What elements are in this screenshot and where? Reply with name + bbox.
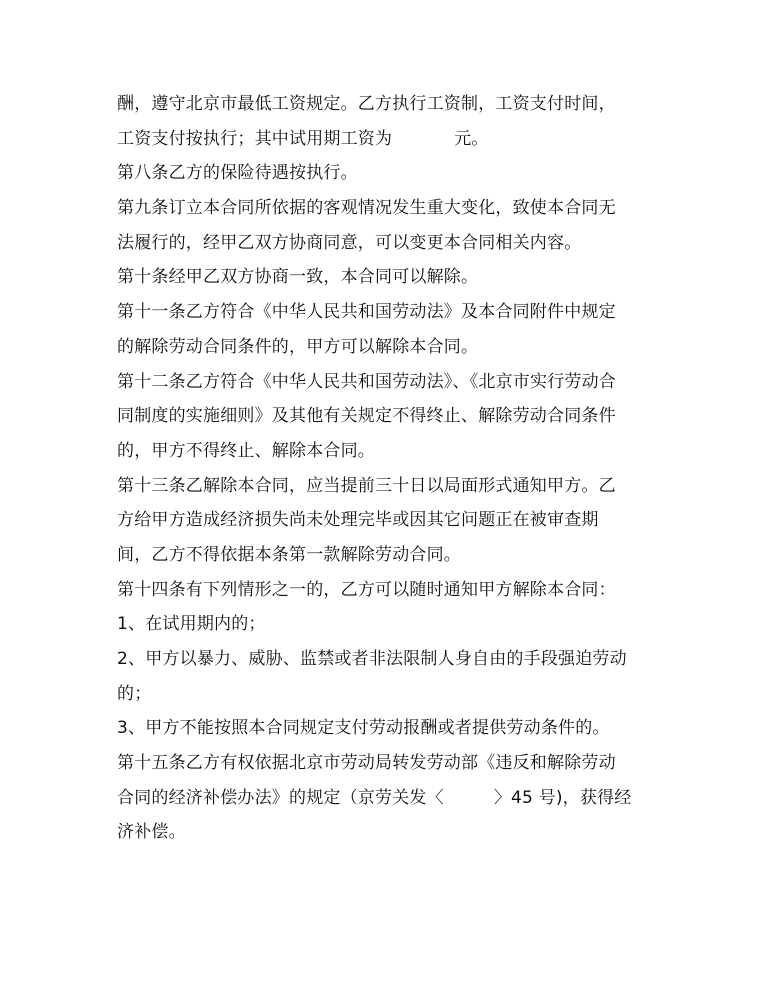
text-run: 1、在试用期内的；	[117, 614, 266, 635]
text-line	[117, 573, 657, 608]
text-line	[117, 295, 657, 330]
text-run: 工资支付按执行；其中试用期工资为	[117, 128, 393, 149]
text-run: 的解除劳动合同条件的，甲方可以解除本合同。	[117, 336, 479, 357]
text-run: 合同的经济补偿办法》的规定（京劳关发〈	[117, 787, 444, 808]
text-run: 间，乙方不得依据本条第一款解除劳动合同。	[117, 544, 461, 565]
text-line	[117, 607, 657, 642]
text-line	[117, 781, 657, 816]
text-run: 的，甲方不得终止、解除本合同。	[117, 440, 375, 461]
text-line	[117, 87, 657, 122]
text-line	[117, 226, 657, 261]
text-line	[117, 122, 657, 157]
text-line	[117, 469, 657, 504]
text-line	[117, 815, 657, 850]
text-run: 济补偿。	[117, 822, 186, 843]
text-line	[117, 399, 657, 434]
text-line	[117, 711, 657, 746]
text-run: 第十一条乙方符合《中华人民共和国劳动法》及本合同附件中规定	[117, 302, 616, 323]
text-line	[117, 330, 657, 365]
text-run: 〉45 号)，获得经	[493, 787, 632, 808]
text-run: 的；	[117, 683, 152, 704]
text-line	[117, 503, 657, 538]
document-body	[117, 87, 657, 850]
text-line	[117, 538, 657, 573]
text-line	[117, 260, 657, 295]
text-run: 同制度的实施细则》及其他有关规定不得终止、解除劳动合同条件	[117, 406, 616, 427]
text-run: 第十三条乙解除本合同，应当提前三十日以局面形式通知甲方。乙	[117, 475, 616, 496]
text-run: 3、甲方不能按照本合同规定支付劳动报酬或者提供劳动条件的。	[117, 718, 610, 739]
text-run: 第八条乙方的保险待遇按执行。	[117, 163, 358, 184]
text-run: 第十五条乙方有权依据北京市劳动局转发劳动部《违反和解除劳动	[117, 753, 616, 774]
text-run: 第九条订立本合同所依据的客观情况发生重大变化，致使本合同无	[117, 198, 616, 219]
text-line	[117, 365, 657, 400]
text-run: 元。	[454, 128, 489, 149]
text-run: 第十条经甲乙双方协商一致，本合同可以解除。	[117, 267, 479, 288]
text-line	[117, 156, 657, 191]
text-line	[117, 642, 657, 677]
text-run: 第十二条乙方符合《中华人民共和国劳动法》、《北京市实行劳动合	[117, 371, 616, 392]
text-run: 第十四条有下列情形之一的，乙方可以随时通知甲方解除本合同：	[117, 579, 616, 600]
text-line	[117, 677, 657, 712]
text-line	[117, 191, 657, 226]
text-line	[117, 434, 657, 469]
text-run: 2、甲方以暴力、威胁、监禁或者非法限制人身自由的手段强迫劳动	[117, 649, 627, 669]
text-run: 方给甲方造成经济损失尚未处理完毕或因其它问题正在被审查期	[117, 510, 599, 531]
text-run: 法履行的，经甲乙双方协商同意，可以变更本合同相关内容。	[117, 232, 582, 253]
text-run: 酬，遵守北京市最低工资规定。乙方执行工资制，工资支付时间，	[117, 94, 616, 114]
text-line	[117, 746, 657, 781]
